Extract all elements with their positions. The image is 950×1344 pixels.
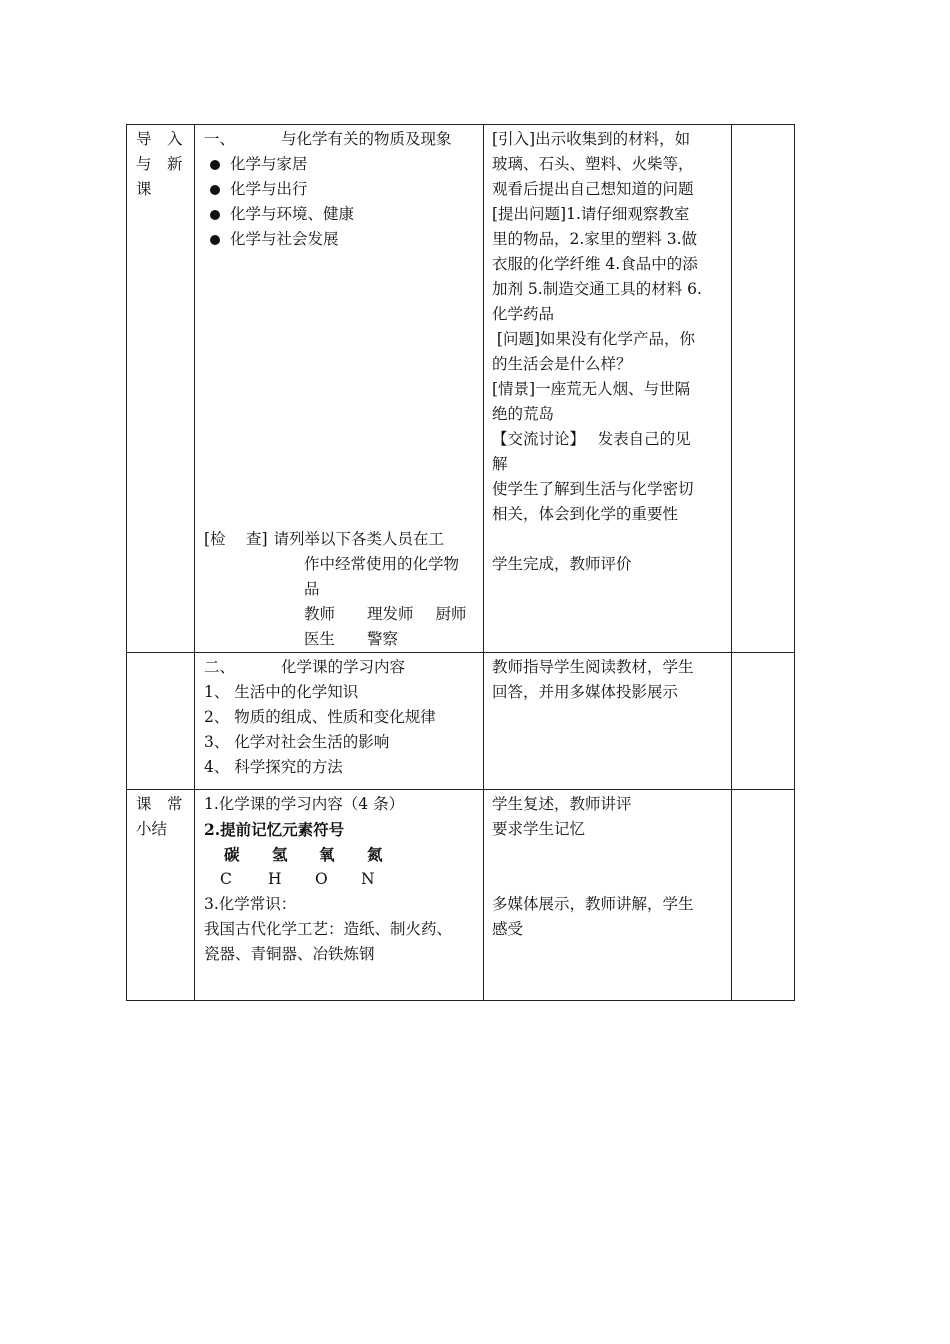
section-number: 一、 xyxy=(204,130,236,148)
bullet-icon xyxy=(210,160,220,170)
roles-line: 教师 理发师 厨师 xyxy=(304,605,467,623)
notes-cell xyxy=(732,653,795,790)
table-row xyxy=(127,790,795,1001)
stage-label: 导 入 xyxy=(136,130,183,148)
list-item: 2、 物质的组成、性质和变化规律 xyxy=(204,708,436,726)
check-text: 作中经常使用的化学物 xyxy=(304,555,460,573)
section-heading xyxy=(204,127,476,152)
stage-cell xyxy=(127,653,195,790)
activity-cell: [引入]出示收集到的材料，如 玻璃、石头、塑料、火柴等， 观看后提出自己想知道的问题 [提出问题]1.请仔细观察教室 里的物品，2.家里的塑料 3.做 衣服的化学纤维 4.食品中的添 加剂 5.制造交通工具的材料 6. 化学药品 [问题]如果没有化学产品，你 的生活会是什么样？ [情景]一座荒无人烟、与世隔 绝的荒岛 【交流讨论】 发表自己的见 解 使学生了解到生活与化学密切 相关，体会到化学的重要性 学生完成，教师评价 xyxy=(484,125,732,653)
element-names: 碳 氢 氧 氮 xyxy=(224,845,383,864)
list-item: 3、 化学对社会生活的影响 xyxy=(204,733,390,751)
table-row xyxy=(127,125,795,653)
content-cell xyxy=(195,653,484,790)
stage-label: 小结 xyxy=(136,820,168,838)
notes-cell xyxy=(732,790,795,1001)
list-item: 4、 科学探究的方法 xyxy=(204,758,343,776)
section-title: 与化学有关的物质及现象 xyxy=(281,130,452,148)
bullet-item: 化学与社会发展 xyxy=(204,227,476,252)
element-symbols: C H O N xyxy=(220,870,375,888)
stage-cell xyxy=(127,790,195,1001)
content-cell: 1.化学课的学习内容（4 条） 2.提前记忆元素符号 碳 氢 氧 氮 C H O N 3.化学常识： 我国古代化学工艺：造纸、制火药、 瓷器、青铜器、冶铁炼钢 xyxy=(195,790,484,1001)
check-response: 学生完成，教师评价 xyxy=(492,555,632,573)
check-line xyxy=(204,527,476,552)
bullet-item: 化学与环境、健康 xyxy=(204,202,476,227)
stage-label: 与 新 xyxy=(136,155,183,173)
check-label: [检 查] xyxy=(204,530,268,548)
roles-line: 医生 警察 xyxy=(304,630,399,648)
activity-cell: 教师指导学生阅读教材，学生 回答，并用多媒体投影展示 xyxy=(484,653,732,790)
lesson-plan-table xyxy=(126,124,795,1001)
stage-cell xyxy=(127,125,195,653)
check-text: 品 xyxy=(304,580,320,598)
section-number: 二、 xyxy=(204,658,236,676)
content-cell xyxy=(195,125,484,653)
section-heading xyxy=(204,655,476,680)
bullet-item: 化学与家居 xyxy=(204,152,476,177)
bullet-item: 化学与出行 xyxy=(204,177,476,202)
bullet-icon xyxy=(210,210,220,220)
stage-label: 课 xyxy=(136,180,152,198)
notes-cell xyxy=(732,125,795,653)
bullet-icon xyxy=(210,185,220,195)
check-text: 请列举以下各类人员在工 xyxy=(273,530,445,548)
table-row xyxy=(127,653,795,790)
activity-cell: 学生复述，教师讲评 要求学生记忆 多媒体展示，教师讲解，学生 感受 xyxy=(484,790,732,1001)
bullet-icon xyxy=(210,235,220,245)
list-item: 1、 生活中的化学知识 xyxy=(204,683,359,701)
section-title: 化学课的学习内容 xyxy=(281,658,406,676)
stage-label: 课 常 xyxy=(136,795,183,813)
